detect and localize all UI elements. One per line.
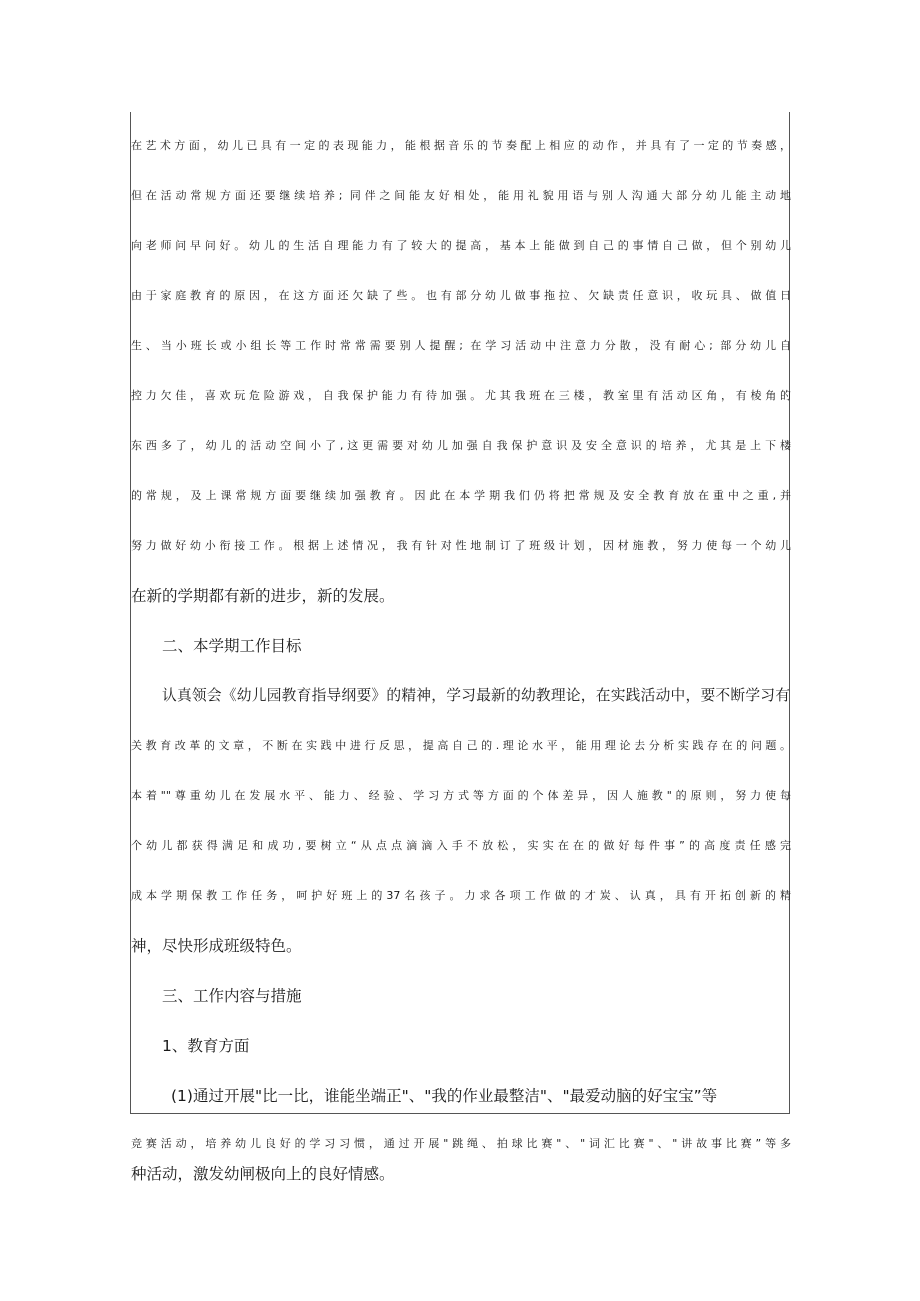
text-line: 在艺术方面，幼儿已具有一定的表现能力，能根据音乐的节奏配上相应的动作，并具有了一定的节奏感， xyxy=(131,139,791,152)
text-line: 在新的学期都有新的进步，新的发展。 xyxy=(131,587,395,605)
text-line: 竞赛活动，培养幼儿良好的学习习惯，通过开展"跳绳、拍球比赛"、"词汇比赛"、"讲故事比赛”等多 xyxy=(131,1137,791,1150)
text-line: 认真领会《幼儿园教育指导纲要》的精神，学习最新的幼教理论，在实践活动中，要不断学习有 xyxy=(162,687,790,704)
text-line: 但在活动常规方面还要继续培养; 同伴之间能友好相处，能用礼貌用语与别人沟通大部分幼儿能主动地 xyxy=(131,189,791,202)
text-line: 努力做好幼小衔接工作。根据上述情况，我有针对性地制订了班级计划，因材施教，努力使每一个幼儿 xyxy=(131,539,791,552)
content-frame xyxy=(130,112,790,1114)
text-line: 东西多了，幼儿的活动空间小了,这更需要对幼儿加强自我保护意识及安全意识的培养，尤其是上下楼 xyxy=(131,439,791,452)
text-line: 个幼儿都获得满足和成功,要树立“从点点滴滴入手不放松，实实在在的做好每件事”的高度责任感完 xyxy=(131,839,791,852)
text-line: 向老师问早问好。幼儿的生活自理能力有了较大的提高，基本上能做到自己的事情自己做，但个别幼儿 xyxy=(131,239,791,252)
section-heading: 二、本学期工作目标 xyxy=(162,637,302,655)
text-line: 的常规，及上课常规方面要继续加强教育。因此在本学期我们仍将把常规及安全教育放在重中之重,并 xyxy=(131,489,791,502)
text-line: 由于家庭教育的原因，在这方面还欠缺了些。也有部分幼儿做事拖拉、欠缺责任意识，收玩具、做值日 xyxy=(131,289,791,302)
section-heading: 三、工作内容与措施 xyxy=(162,987,302,1005)
text-line: 神，尽快形成班级特色。 xyxy=(131,937,302,955)
list-item: (1)通过开展"比一比，谁能坐端正"、"我的作业最整洁"、"最爱动脑的好宝宝”等 xyxy=(171,1087,718,1105)
text-line: 控力欠佳，喜欢玩危险游戏，自我保护能力有待加强。尤其我班在三楼，教室里有活动区角，有棱角的 xyxy=(131,389,791,402)
text-line: 关教育改革的文章，不断在实践中进行反思，提高自己的.理论水平，能用理论去分析实践存在的问题。 xyxy=(131,739,791,752)
text-line: 生、当小班长或小组长等工作时常常需要别人提醒; 在学习活动中注意力分散，没有耐心; 部分幼儿自 xyxy=(131,339,791,352)
text-line: 成本学期保教工作任务，呵护好班上的37名孩子。力求各项工作做的才炭、认真，具有开拓创新的精 xyxy=(131,889,791,902)
text-line: 本着""尊重幼儿在发展水平、能力、经验、学习方式等方面的个体差异，因人施教"的原则，努力使每 xyxy=(131,789,791,802)
text-line: 种活动，激发幼闸极向上的良好情感。 xyxy=(131,1165,395,1183)
subsection-heading: 1、教育方面 xyxy=(162,1037,250,1055)
